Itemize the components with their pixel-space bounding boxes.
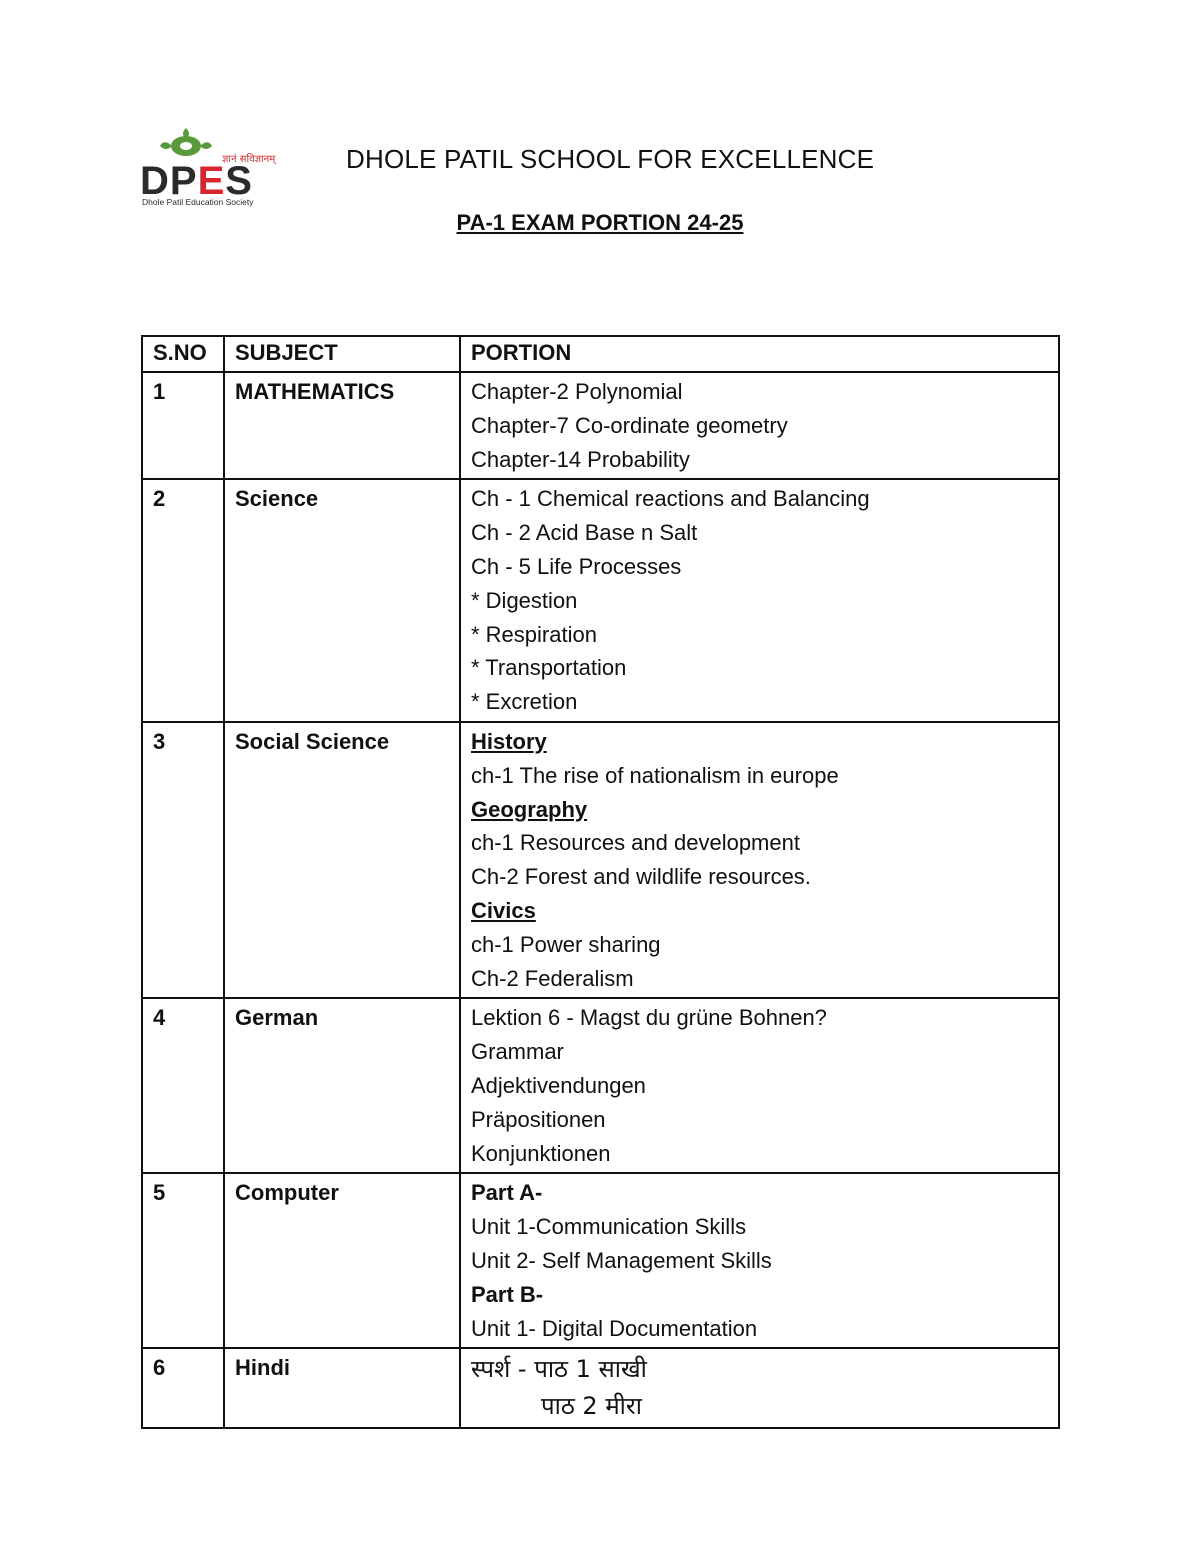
row-sno: 4 bbox=[142, 998, 224, 1173]
portion-line: Chapter-7 Co-ordinate geometry bbox=[471, 412, 788, 438]
portion-line: Ch - 1 Chemical reactions and Balancing bbox=[471, 486, 870, 512]
row-portion bbox=[460, 479, 1059, 722]
leaf-icon bbox=[160, 128, 212, 156]
portion-line: Unit 1- Digital Documentation bbox=[471, 1315, 758, 1341]
row-subject: Social Science bbox=[224, 722, 460, 998]
school-logo bbox=[138, 124, 302, 208]
portion-line: Lektion 6 - Magst du grüne Bohnen? bbox=[471, 1005, 827, 1031]
table-body bbox=[142, 372, 1059, 1428]
row-sno: 1 bbox=[142, 372, 224, 479]
portion-section-heading: History bbox=[471, 728, 547, 754]
exam-title: PA-1 EXAM PORTION 24-25 bbox=[456, 210, 744, 235]
portion-line: * Transportation bbox=[471, 655, 627, 681]
row-subject: Hindi bbox=[224, 1348, 460, 1428]
logo-tagline: ज्ञानं सविज्ञानम् bbox=[222, 154, 276, 165]
portion-line: Ch-2 Federalism bbox=[471, 965, 634, 991]
portion-line: ch-1 Resources and development bbox=[471, 830, 800, 856]
row-portion bbox=[460, 998, 1059, 1173]
portion-line: Ch - 5 Life Processes bbox=[471, 553, 682, 579]
table-row bbox=[142, 372, 1059, 479]
table-row bbox=[142, 1348, 1059, 1428]
portion-line: Part A- bbox=[471, 1180, 543, 1206]
portion-line: Ch - 2 Acid Base n Salt bbox=[471, 520, 698, 546]
row-subject: Computer bbox=[224, 1173, 460, 1348]
portion-line: ch-1 Power sharing bbox=[471, 931, 661, 957]
header-portion: PORTION bbox=[460, 336, 1059, 372]
row-subject: Science bbox=[224, 479, 460, 722]
row-portion bbox=[460, 372, 1059, 479]
portion-line: Part B- bbox=[471, 1281, 544, 1307]
table-row bbox=[142, 998, 1059, 1173]
table-row bbox=[142, 722, 1059, 998]
row-sno: 3 bbox=[142, 722, 224, 998]
portion-line: Präpositionen bbox=[471, 1106, 606, 1132]
portion-line: * Digestion bbox=[471, 587, 578, 613]
portion-line: Unit 1-Communication Skills bbox=[471, 1214, 747, 1240]
header-sno: S.NO bbox=[142, 336, 224, 372]
row-portion bbox=[460, 1348, 1059, 1428]
portion-line: Adjektivendungen bbox=[471, 1072, 646, 1098]
portion-line: पाठ 2 मीरा bbox=[541, 1392, 642, 1421]
row-sno: 6 bbox=[142, 1348, 224, 1428]
row-subject: German bbox=[224, 998, 460, 1173]
portion-line: Ch-2 Forest and wildlife resources. bbox=[471, 864, 811, 890]
portion-line: * Respiration bbox=[471, 621, 597, 647]
portion-line: Grammar bbox=[471, 1039, 564, 1065]
portion-line: Chapter-2 Polynomial bbox=[471, 379, 683, 404]
portion-line: स्पर्श - पाठ 1 साखी bbox=[471, 1355, 647, 1384]
logo-text: DPES bbox=[140, 159, 253, 203]
school-name: DHOLE PATIL SCHOOL FOR EXCELLENCE bbox=[346, 144, 875, 174]
table-row bbox=[142, 479, 1059, 722]
row-portion bbox=[460, 722, 1059, 998]
table-row bbox=[142, 1173, 1059, 1348]
portion-table bbox=[141, 335, 1060, 1429]
portion-line: Chapter-14 Probability bbox=[471, 446, 690, 472]
portion-line: ch-1 The rise of nationalism in europe bbox=[471, 762, 839, 788]
portion-section-heading: Geography bbox=[471, 796, 588, 822]
portion-line: Unit 2- Self Management Skills bbox=[471, 1247, 772, 1273]
row-sno: 5 bbox=[142, 1173, 224, 1348]
logo-subtext: Dhole Patil Education Society bbox=[142, 197, 254, 207]
portion-section-heading: Civics bbox=[471, 897, 536, 923]
row-sno: 2 bbox=[142, 479, 224, 722]
portion-line: * Excretion bbox=[471, 689, 578, 715]
row-subject: MATHEMATICS bbox=[224, 372, 460, 479]
portion-line: Konjunktionen bbox=[471, 1140, 611, 1166]
header-subject: SUBJECT bbox=[224, 336, 460, 372]
table-header-row bbox=[142, 336, 1059, 372]
row-portion bbox=[460, 1173, 1059, 1348]
